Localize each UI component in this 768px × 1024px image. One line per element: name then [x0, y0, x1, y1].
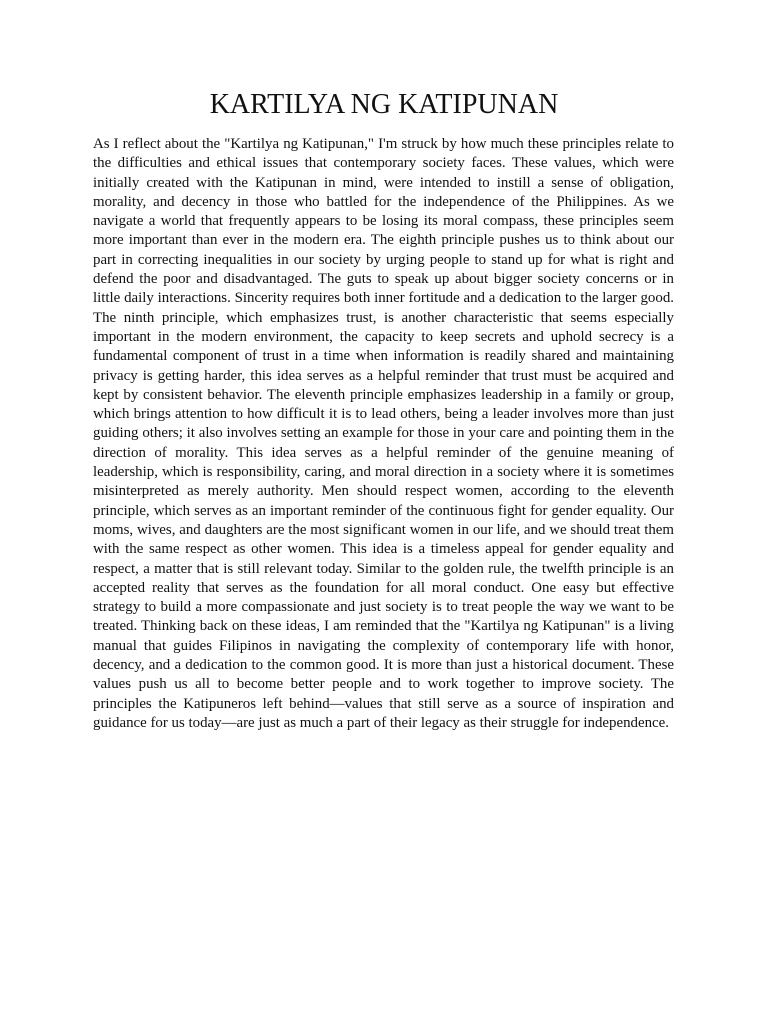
document-body-paragraph: As I reflect about the "Kartilya ng Katipunan," I'm struck by how much these principles relate to the difficulties and ethical issues that contemporary society faces. These values, which were initially created with the Katipunan in mind, were intended to instill a sense of obligation, morality, and decency in those who battled for the independence of the Philippines. As we navigate a world that frequently appears to be losing its moral compass, these principles seem more important than ever in the modern era. The eighth principle pushes us to think about our part in correcting inequalities in our society by urging people to stand up for what is right and defend the poor and disadvantaged. The guts to speak up about bigger society concerns or in little daily interactions. Sincerity requires both inner fortitude and a dedication to the larger good. The ninth principle, which emphasizes trust, is another characteristic that seems especially important in the modern environment, the capacity to keep secrets and uphold secrecy is a fundamental component of trust in a time when information is readily shared and maintaining privacy is getting harder, this idea serves as a helpful reminder that trust must be acquired and kept by consistent behavior. The eleventh principle emphasizes leadership in a family or group, which brings attention to how difficult it is to lead others, being a leader involves more than just guiding others; it also involves setting an example for those in your care and pointing them in the direction of morality. This idea serves as a helpful reminder of the genuine meaning of leadership, which is responsibility, caring, and moral direction in a society where it is sometimes misinterpreted as merely authority. Men should respect women, according to the eleventh principle, which serves as an important reminder of the continuous fight for gender equality. Our moms, wives, and daughters are the most significant women in our life, and we should treat them with the same respect as other women. This idea is a timeless appeal for gender equality and respect, a matter that is still relevant today. Similar to the golden rule, the twelfth principle is an accepted reality that serves as the foundation for all moral conduct. One easy but effective strategy to build a more compassionate and just society is to treat people the way we want to be treated. Thinking back on these ideas, I am reminded that the "Kartilya ng Katipunan" is a living manual that guides Filipinos in navigating the complexity of contemporary life with honor, decency, and a dedication to the common good. It is more than just a historical document. These values push us all to become better people and to work together to improve society. The principles the Katipuneros left behind—values that still serve as a source of inspiration and guidance for us today—are just as much a part of their legacy as their struggle for independence.: [93, 136, 674, 731]
document-title: KARTILYA NG KATIPUNAN: [209, 89, 559, 120]
